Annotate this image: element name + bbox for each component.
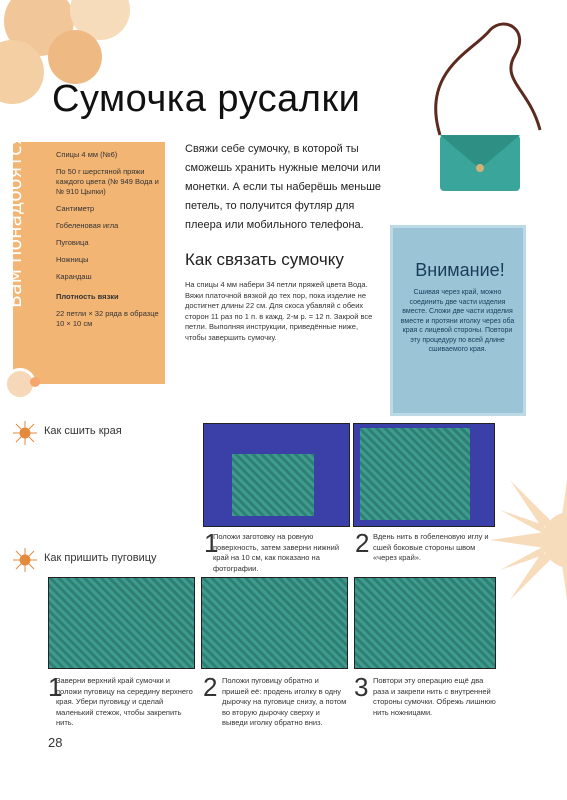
sun-icon: [12, 547, 38, 573]
step-text: Вдень нить в гобеленовую иглу и сшей боковые стороны швом «через край».: [373, 532, 489, 562]
material-item: Карандаш: [56, 272, 92, 281]
decor-dot: [30, 377, 40, 387]
photo-button-step2: [201, 577, 348, 669]
material-item: Ножницы: [56, 255, 89, 264]
photo-button-step1: [48, 577, 195, 669]
page-number: 28: [48, 735, 63, 750]
step-number: 2: [355, 528, 370, 558]
material-item: Пуговица: [56, 238, 89, 247]
how-to-knit-heading: Как связать сумочку: [185, 250, 344, 269]
bag-button: [476, 164, 484, 172]
page-title: Сумочка русалки: [52, 78, 361, 120]
photo-step1: [203, 423, 350, 527]
step-text: Положи пуговицу обратно и пришей её: продень иголку в одну дырочку на пуговице снизу, а потом во вторую дырочку сверху и выведи иголку обратно вниз.: [222, 676, 347, 727]
section-attach-button: Как пришить пуговицу: [44, 552, 157, 564]
intro-text: Свяжи себе сумочку, в которой ты сможешь хранить нужные мелочи или монетки. А если ты наберёшь меньше петель, то получится футляр для плеера или мобильного телефона.: [185, 143, 382, 231]
attention-title: Внимание!: [415, 260, 505, 280]
step-number: 1: [48, 672, 63, 702]
step-number: 3: [354, 672, 369, 702]
section-sew-edges: Как сшить края: [44, 425, 122, 437]
attention-text: Сшивая через край, можно соединить две части изделия вместе. Сложи две части изделия вместе и протяни иголку через оба края с лицевой стороны. Повтори эту процедуру по всей длине сшиваемого края.: [400, 289, 515, 353]
photo-button-step3: [354, 577, 496, 669]
material-item: Гобеленовая игла: [56, 221, 119, 230]
materials-heading: Вам понадобятся: [4, 133, 26, 308]
photo-step2: [353, 423, 495, 527]
step-text: Заверни верхний край сумочки и положи пуговицу на середину верхнего края. Убери пуговицу и сделай маленький стежок, чтобы закрепить нить.: [56, 676, 193, 727]
step-number: 1: [204, 528, 219, 558]
step-text: Положи заготовку на ровную поверхность, затем заверни нижний край на 10 см, как показано на фотографии.: [213, 532, 340, 573]
sun-icon: [12, 420, 38, 446]
materials-list: [56, 150, 162, 336]
material-item: Сантиметр: [56, 204, 95, 213]
material-item: Спицы 4 мм (№6): [56, 150, 118, 159]
how-to-knit-text: На спицы 4 мм набери 34 петли пряжей цвета Вода. Вяжи платочной вязкой до тех пор, пока изделие не достигнет длины 22 см. Для скоса убавляй с обеих сторон 11 раз по 1 п. в кажд. 2-м р. = 12 п. Закрой все петли. Выполняя инструкции, приведённые ниже, чтобы завершить сумочку.: [185, 280, 373, 342]
density-text: 22 петли × 32 ряда в образце 10 × 10 см: [56, 309, 159, 328]
decor-dot: [48, 30, 102, 84]
density-label: Плотность вязки: [56, 292, 119, 301]
step-text: Повтори эту операцию ещё два раза и закрепи нить с внутренней стороны сумочки. Обрежь лишнюю нить ножницами.: [373, 676, 496, 717]
step-number: 2: [203, 672, 218, 702]
material-item: По 50 г шерстяной пряжи каждого цвета (№ 949 Вода и № 910 Цыпки): [56, 167, 159, 196]
